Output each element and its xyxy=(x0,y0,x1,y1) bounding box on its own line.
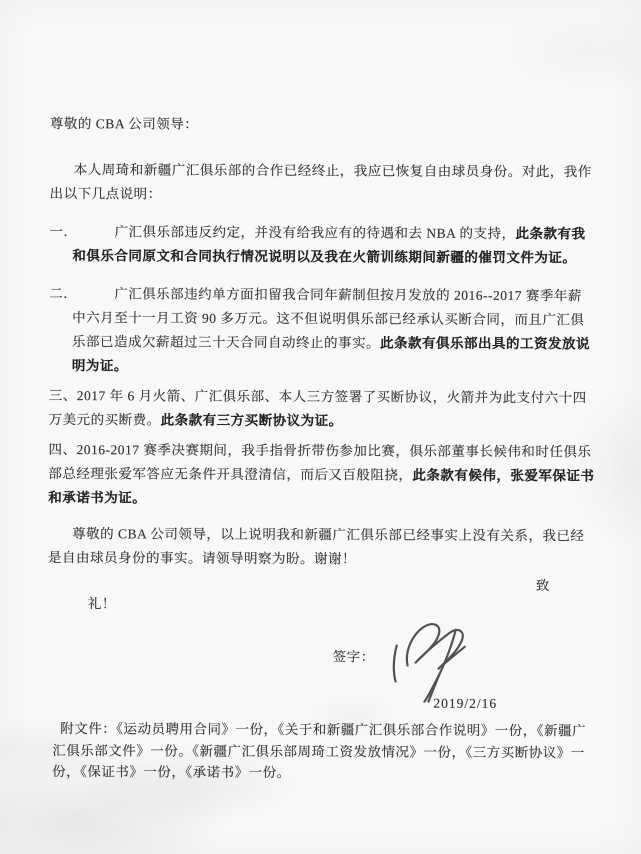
point-3-text: 2017 年 6 月火箭、广汇俱乐部、本人三方签署了买断协议，火箭并为此支付六十四万美元的买断费。 xyxy=(48,388,587,428)
point-4-text: 2016-2017 赛季决赛期间，我手指骨折带伤参加比赛，俱乐部董事长候伟和时任俱乐部总经理张爱军答应无条件开具澄清信，而后又百般阻挠， xyxy=(48,442,592,483)
letter-content xyxy=(47,112,596,785)
point-1-number: 一． xyxy=(49,223,78,240)
attachments-list: 附文件：《运动员聘用合同》一份，《关于和新疆广汇俱乐部合作说明》一份，《新疆广汇俱乐部文件》一份。《新疆广汇俱乐部周琦工资发放情况》一份，《三方买断协议》一份，《保证书》一份，《承诺书》一份。 xyxy=(52,721,587,781)
valediction-zhi: 致 xyxy=(535,578,550,594)
point-2-number: 二． xyxy=(49,285,78,302)
point-3-number: 三、 xyxy=(48,387,77,404)
statement-point-3 xyxy=(49,384,595,434)
intro-paragraph: 本人周琦和新疆广汇俱乐部的合作已经终止，我应已恢复自由球员身份。对此，我作出以下几点说明： xyxy=(49,162,592,202)
point-1-text: 广汇俱乐部违反约定，并没有给我应有的待遇和去 NBA 的支持， xyxy=(114,224,516,242)
point-2-evidence: 此条款有俱乐部出具的工资发放说明为证。 xyxy=(71,335,591,374)
statement-point-1 xyxy=(49,220,595,270)
signature-handwriting xyxy=(383,611,479,703)
statement-point-4 xyxy=(48,438,594,512)
signature-date: 2019/2/16 xyxy=(433,695,498,711)
salutation: 尊敬的 CBA 公司领导： xyxy=(49,115,199,132)
point-2-text: 广汇俱乐部违约单方面扣留我合同年薪制但按月发放的 2016--2017 赛季年薪中六月至十一月工资 90 多万元。这不但说明俱乐部已经承认买断合同，而且广汇俱乐部已造成欠薪超过三十天合同自动终止的事实。 xyxy=(71,286,585,351)
point-3-evidence: 此条款有三方买断协议为证。 xyxy=(160,412,343,429)
point-4-number: 四、 xyxy=(48,441,77,458)
signature-block xyxy=(47,618,593,716)
statement-point-2 xyxy=(49,282,595,380)
valediction-li: 礼！ xyxy=(87,596,116,612)
closing-paragraph: 尊敬的 CBA 公司领导，以上说明我和新疆广汇俱乐部已经事实上没有关系，我已经是自由球员身份的事实。请领导明察为盼。谢谢！ xyxy=(48,526,585,567)
point-4-evidence: 此条款有候伟，张爱军保证书和承诺书为证。 xyxy=(48,467,595,506)
point-1-evidence: 此条款有我和俱乐合同原文和合同执行情况说明以及我在火箭训练期间新疆的催罚文件为证。 xyxy=(72,226,586,266)
signature-label: 签字： xyxy=(332,649,375,665)
